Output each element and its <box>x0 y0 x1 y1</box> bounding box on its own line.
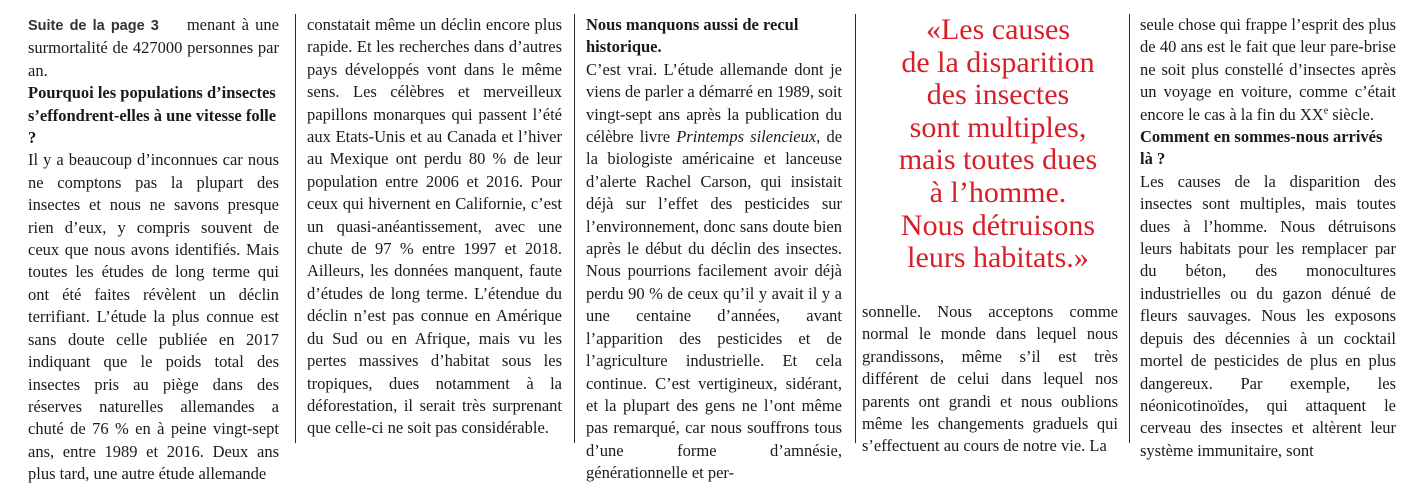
column-1 <box>28 14 279 486</box>
column-3 <box>586 14 842 485</box>
column-divider <box>295 14 296 443</box>
intro-paragraph <box>28 14 279 82</box>
column-divider <box>574 14 575 443</box>
pull-quote-line: «Les causes <box>925 13 1071 46</box>
pull-quote-line: de la disparition <box>901 45 1095 79</box>
column-4-text: sonnelle. Nous acceptons comme normal le monde dans lequel nous grandissons, même s’il est très différent de celui dans lequel nos parents ont grandi et nous oublions même les changements graduels qui s’effectuent au cours de notre vie. La <box>862 302 1118 456</box>
intro-text: menant à une surmortalité de 427000 personnes par an. <box>28 15 279 80</box>
column-2 <box>307 14 562 440</box>
column-5-text: seule chose qui frappe l’esprit des plus de 40 ans est le fait que leur pare-brise ne soit plus constellé d’insectes après un voyage en voiture, comme c’était encore le cas à la fin du XXe siècle. <box>1140 15 1396 124</box>
column-divider <box>1129 14 1130 443</box>
column-5 <box>1140 14 1396 462</box>
answer-1-text: Il y a beaucoup d’inconnues car nous ne comptons pas la plupart des insectes et nous ne savons presque rien d’eux, y compris souvent de ceux que nous avons identifiés. Mais toutes les études de long terme qui ont été faites révèlent un déclin terrifiant. L’étude la plus connue est sans doute celle publiée en 2017 indiquant que le poids total des insectes pris au piège dans des réserves naturelles allemandes a chuté de 76 % en à peine vingt-sept ans, entre 1989 et 2016. Deux ans plus tard, une autre étude allemande <box>28 150 279 484</box>
continued-from-kicker: Suite de la page 3 <box>28 18 159 34</box>
pull-quote-line: mais toutes dues <box>898 143 1098 177</box>
book-title: Printemps silencieux <box>676 127 817 147</box>
pull-quote-line: des insectes <box>926 78 1070 112</box>
column-divider <box>855 14 856 443</box>
pull-quote-line: leurs habitats.» <box>907 241 1089 275</box>
pull-quote-line: Nous détruisons <box>900 208 1096 242</box>
column-4 <box>862 301 1118 458</box>
question-2: Nous manquons aussi de recul historique. <box>586 15 799 57</box>
century-superscript: e <box>1323 105 1329 117</box>
pull-quote-line: à l’homme. <box>929 175 1067 209</box>
answer-2-text: C’est vrai. L’étude allemande dont je viens de parler a démarré en 1989, soit vingt-sept ans après la publication du célèbre livre Printemps silencieux, de la biologiste américaine et lanceuse d’alerte Rachel Carson, qui insistait déjà sur l’effet des pesticides sur l’environnement, donc sans doute bien après le début du déclin des insectes. Nous pourrions facilement avoir déjà perdu 90 % de ceux qu’il y avait il y a une centaine d’années, avant l’apparition des pesticides et de l’agriculture industrielle. Et cela continue. C’est vertigineux, sidérant, et la plupart des gens ne l’ont même pas remarqué, car nous souffrons tous d’une forme d’amnésie, générationnelle et per- <box>586 59 843 483</box>
pull-quote <box>862 14 1134 275</box>
question-3: Comment en sommes-nous arrivés là ? <box>1140 127 1383 169</box>
pull-quote-line: sont multiples, <box>909 110 1087 144</box>
column-2-text: constatait même un déclin encore plus rapide. Et les recherches dans d’autres pays développés vont dans le même sens. Les célèbres et merveilleux papillons monarques qui passent l’été aux Etats-Unis et au Canada et l’hiver au Mexique ont perdu 80 % de leur population entre 2006 et 2016. Pour ceux qui hivernent en Californie, c’est un quasi-anéantissement, avec une chute de 97 % entre 1997 et 2018. Ailleurs, les données manquent, faute d’études de long terme. L’étendue du déclin n’est pas connue en Amérique du Sud ou en Afrique, mais vu les pertes massives d’habitat sous les tropiques, dues notamment à la déforestation, il serait très surprenant que celle-ci ne soit pas considérable. <box>307 15 562 438</box>
answer-3-text: Les causes de la disparition des insectes sont multiples, mais toutes dues à l’homme. Nous détruisons leurs habitats pour les remplacer par du béton, des monocultures industrielles ou du gazon dénué de fleurs sauvages. Nous les exposons depuis des décennies à un cocktail mortel de pesticides de plus en plus dangereux. Par exemple, les néonicotinoïdes, qui attaquent le cerveau des insectes et altèrent leur système immunitaire, sont <box>1140 171 1396 460</box>
question-1: Pourquoi les populations d’insectes s’effondrent-elles à une vitesse folle ? <box>28 83 277 148</box>
